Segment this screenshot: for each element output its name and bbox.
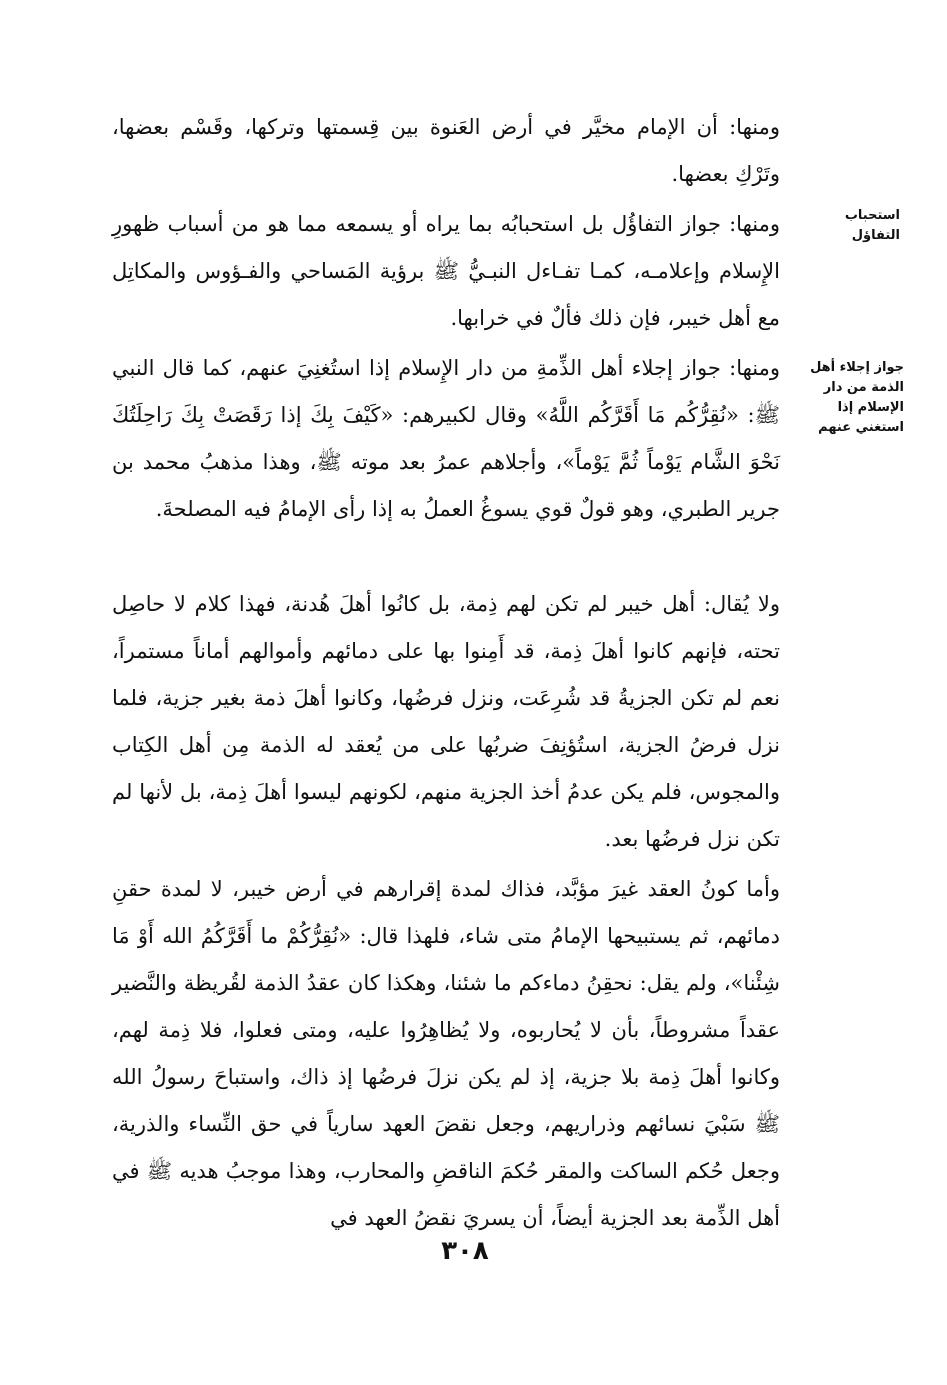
paragraph-2: ومنها: جواز التفاؤُل بل استحبابُه بما يراه أو يسمعه مما هو من أسباب ظهورِ الإِسلام وإعلامـه، كمـا تفـاءل النبـيُّ ﷺ برؤية المَساحي والفـؤوس والمكاتِل مع أهل خيبر، فإن ذلك فألٌ في خرابها.	[112, 212, 780, 330]
margin-note-optimism: استحباب التفاؤل	[844, 208, 900, 243]
page-number: ٣٠٨	[441, 1236, 489, 1266]
paragraph-1: ومنها: أن الإمام مخيَّر في أرض العَنوة بين قِسمتها وتركها، وقَسْم بعضها، وتَرْكِ بعضها.	[112, 115, 780, 186]
paragraph-4: ولا يُقال: أهل خيبر لم تكن لهم ذِمة، بل كانُوا أهلَ هُدنة، فهذا كلام لا حاصِل تحته، فإنهم كانوا أهلَ ذِمة، قد أَمِنوا بها على دمائهم وأموالهم أماناً مستمراً، نعم لم تكن الجزيةُ قد شُرِعَت، ونزل فرضُها، وكانوا أهلَ ذمة بغير جزية، فلما نزل فرضُ الجزية، استُؤنِفَ ضربُها على من يُعقد له الذمة مِن أهل الكِتاب والمجوس، فلم يكن عدمُ أخذ الجزية منهم، لكونهم ليسوا أهلَ ذِمة، بل لأنها لم تكن نزل فرضُها بعد.	[112, 592, 780, 851]
margin-note-expulsion: جواز إجلاء أهل الذمة من دار الإسلام إذا استغني عنهم	[810, 360, 904, 435]
paragraph-5: وأما كونُ العقد غيرَ مؤبَّد، فذاك لمدة إقرارهم في أرض خيبر، لا لمدة حقنِ دمائهم، ثم يستبيحها الإمامُ متى شاء، فلهذا قال: «نُقِرُّكُمْ ما أَقَرَّكُمُ الله أَوْ مَا شِئْنا»، ولم يقل: نحقِنُ دماءكم ما شئنا، وهكذا كان عقدُ الذمة لقُريظة والنَّضير عقداً مشروطاً، بأن لا يُحاربوه، ولا يُظاهِرُوا عليه، ومتى فعلوا، فلا ذِمة لهم، وكانوا أهلَ ذِمة بلا جزية، إذ لم يكن نزلَ فرضُها إذ ذاك، واستباحَ رسولُ الله ﷺ سَبْيَ نسائهم وذراريهم، وجعل نقضَ العهد سارياً في حق النِّساء والذرية، وجعل حُكم الساكت والمقر حُكمَ الناقضِ والمحارب، وهذا موجبُ هديه ﷺ في أهل الذِّمة بعد الجزية أيضاً، أن يسريَ نقضُ العهد في	[112, 877, 780, 1230]
paragraph-3: ومنها: جواز إجلاء أهل الذِّمةِ من دار الإِسلام إذا استُغنِيَ عنهم، كما قال النبي ﷺ: «نُقِرُّكُم مَا أَقَرَّكُم اللَّهُ» وقال لكبيرهم: «كَيْفَ بِكَ إذا رَقَصَتْ بِكَ رَاحِلَتُكَ نَحْوَ الشَّام يَوْماً ثُمَّ يَوْماً»، وأجلاهم عمرُ بعد موته ﷺ، وهذا مذهبُ محمد بن جرير الطبري، وهو قولٌ قوي يسوغُ العملُ به إذا رأى الإمامُ فيه المصلحةَ.	[112, 356, 780, 521]
